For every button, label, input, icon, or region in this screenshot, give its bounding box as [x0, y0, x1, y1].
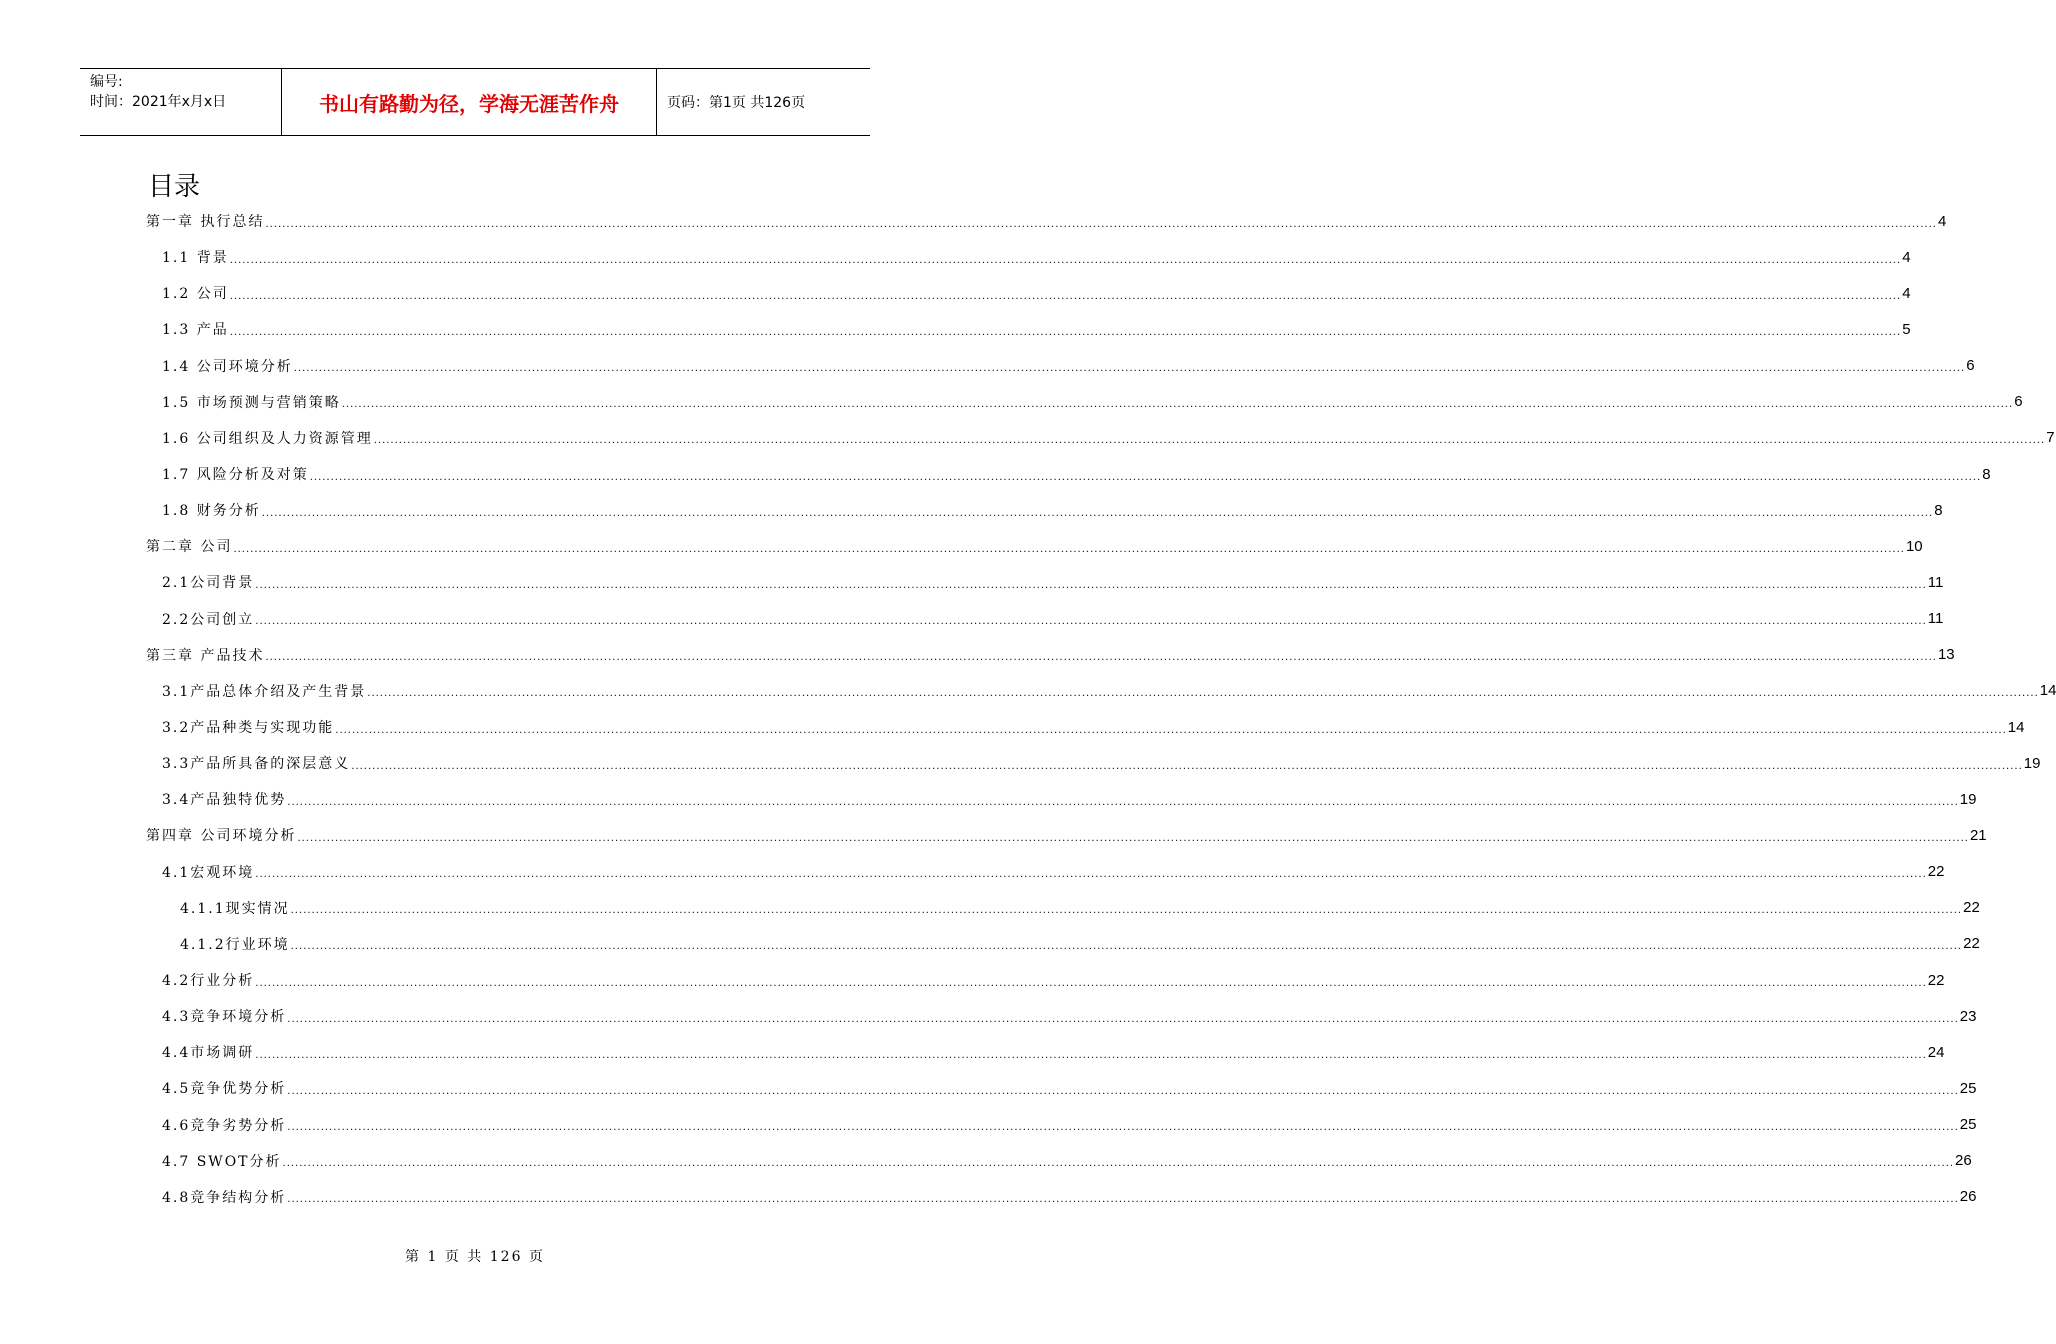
toc-entry-label: 1.3 产品	[162, 322, 229, 339]
toc-entry[interactable]	[146, 926, 1980, 962]
toc-entry-label: 1.5 市场预测与营销策略	[162, 394, 341, 411]
toc-leader-dots: ................................................................................................................................................................................................................................................................................................................................................................................................................	[255, 977, 1927, 989]
toc-leader-dots: ................................................................................................................................................................................................................................................................................................................................................................................................................	[255, 1049, 1927, 1061]
toc-leader-dots: ................................................................................................................................................................................................................................................................................................................................................................................................................	[229, 254, 1902, 266]
toc-entry[interactable]	[146, 275, 1911, 311]
toc-entry[interactable]	[146, 854, 1945, 890]
toc-entry-label: 4.6竞争劣势分析	[162, 1117, 287, 1134]
toc-leader-dots: ................................................................................................................................................................................................................................................................................................................................................................................................................	[255, 579, 1927, 591]
toc-entry-page: 10	[1905, 537, 1923, 555]
toc-leader-dots: ................................................................................................................................................................................................................................................................................................................................................................................................................	[265, 218, 1937, 230]
toc-entry-page: 22	[1927, 971, 1945, 989]
toc-entry[interactable]	[146, 890, 1980, 926]
toc-leader-dots: ................................................................................................................................................................................................................................................................................................................................................................................................................	[261, 507, 1934, 519]
toc-entry[interactable]	[146, 420, 2055, 456]
toc-entry[interactable]	[146, 601, 1944, 637]
document-time-label: 时间：2021年x月x日	[90, 94, 227, 110]
toc-entry-page: 6	[2014, 393, 2023, 411]
toc-entry[interactable]	[146, 673, 2056, 709]
toc-entry[interactable]	[146, 1107, 1977, 1143]
toc-leader-dots: ................................................................................................................................................................................................................................................................................................................................................................................................................	[335, 724, 2007, 736]
toc-entry-page: 26	[1955, 1152, 1972, 1170]
toc-entry-page: 4	[1937, 212, 1947, 230]
toc-entry[interactable]	[146, 528, 1923, 564]
toc-entry-label: 4.5竞争优势分析	[162, 1081, 287, 1098]
toc-leader-dots: ................................................................................................................................................................................................................................................................................................................................................................................................................	[341, 399, 2014, 411]
toc-leader-dots: ................................................................................................................................................................................................................................................................................................................................................................................................................	[255, 869, 1927, 881]
toc-entry-label: 1.1 背景	[162, 250, 229, 267]
page-footer: 第 1 页 共 126 页	[405, 1249, 545, 1265]
toc-entry-label: 1.8 财务分析	[162, 503, 261, 520]
toc-entry-page: 8	[1934, 501, 1943, 519]
toc-entry[interactable]	[146, 745, 2041, 781]
toc-entry[interactable]	[146, 492, 1943, 528]
toc-entry-label: 4.1.2行业环境	[180, 936, 290, 953]
page-header	[80, 68, 870, 136]
toc-leader-dots: ................................................................................................................................................................................................................................................................................................................................................................................................................	[287, 796, 1959, 808]
toc-entry[interactable]	[146, 998, 1977, 1034]
toc-entry-page: 23	[1959, 1007, 1977, 1025]
toc-entry-page: 5	[1902, 320, 1911, 338]
toc-entry-page: 8	[1982, 465, 1991, 483]
table-of-contents	[146, 203, 2056, 1215]
toc-leader-dots: ................................................................................................................................................................................................................................................................................................................................................................................................................	[265, 652, 1937, 664]
toc-entry-label: 4.1宏观环境	[162, 864, 255, 881]
toc-leader-dots: ................................................................................................................................................................................................................................................................................................................................................................................................................	[229, 290, 1902, 302]
toc-leader-dots: ................................................................................................................................................................................................................................................................................................................................................................................................................	[290, 941, 1963, 953]
toc-entry[interactable]	[146, 564, 1944, 600]
toc-entry-label: 第一章 执行总结	[146, 214, 265, 231]
toc-entry-label: 4.4市场调研	[162, 1045, 255, 1062]
toc-entry-label: 第四章 公司环境分析	[146, 828, 297, 845]
toc-leader-dots: ................................................................................................................................................................................................................................................................................................................................................................................................................	[309, 471, 1982, 483]
toc-leader-dots: ................................................................................................................................................................................................................................................................................................................................................................................................................	[290, 905, 1963, 917]
toc-entry-page: 4	[1902, 284, 1911, 302]
toc-entry-page: 25	[1959, 1079, 1977, 1097]
toc-leader-dots: ................................................................................................................................................................................................................................................................................................................................................................................................................	[351, 760, 2023, 772]
toc-entry-page: 19	[2023, 754, 2041, 772]
toc-entry-label: 3.3产品所具备的深层意义	[162, 756, 351, 773]
toc-entry-label: 2.1公司背景	[162, 575, 255, 592]
toc-entry[interactable]	[146, 1143, 1972, 1179]
toc-entry-page: 19	[1959, 790, 1977, 808]
toc-leader-dots: ................................................................................................................................................................................................................................................................................................................................................................................................................	[287, 1013, 1959, 1025]
toc-entry[interactable]	[146, 239, 1911, 275]
toc-entry-label: 1.6 公司组织及人力资源管理	[162, 430, 373, 447]
toc-entry-page: 13	[1937, 646, 1955, 664]
toc-entry-page: 7	[2046, 429, 2055, 447]
toc-entry-page: 22	[1963, 935, 1980, 953]
toc-entry[interactable]	[146, 1070, 1977, 1106]
toc-entry-page: 22	[1963, 899, 1980, 917]
toc-entry[interactable]	[146, 962, 1945, 998]
toc-entry[interactable]	[146, 817, 1987, 853]
toc-entry-label: 1.2 公司	[162, 286, 229, 303]
toc-entry[interactable]	[146, 456, 1991, 492]
toc-entry-label: 4.3竞争环境分析	[162, 1009, 287, 1026]
toc-leader-dots: ................................................................................................................................................................................................................................................................................................................................................................................................................	[233, 543, 1905, 555]
toc-leader-dots: ................................................................................................................................................................................................................................................................................................................................................................................................................	[287, 1194, 1959, 1206]
toc-entry-label: 3.4产品独特优势	[162, 792, 287, 809]
toc-entry[interactable]	[146, 348, 1975, 384]
document-number-label: 编号:	[90, 74, 123, 90]
toc-entry-page: 14	[2007, 718, 2025, 736]
toc-entry-label: 第三章 产品技术	[146, 647, 265, 664]
toc-entry-page: 4	[1902, 248, 1911, 266]
toc-entry-page: 6	[1966, 357, 1975, 375]
toc-entry-label: 4.7 SWOT分析	[162, 1153, 282, 1170]
toc-entry[interactable]	[146, 1034, 1945, 1070]
toc-leader-dots: ................................................................................................................................................................................................................................................................................................................................................................................................................	[287, 1085, 1959, 1097]
toc-leader-dots: ................................................................................................................................................................................................................................................................................................................................................................................................................	[255, 616, 1927, 628]
toc-entry-label: 第二章 公司	[146, 539, 233, 556]
toc-entry-page: 14	[2039, 682, 2056, 700]
toc-entry[interactable]	[146, 311, 1911, 347]
toc-entry-label: 1.7 风险分析及对策	[162, 467, 309, 484]
toc-leader-dots: ................................................................................................................................................................................................................................................................................................................................................................................................................	[287, 1122, 1959, 1134]
toc-entry-label: 2.2公司创立	[162, 611, 255, 628]
toc-leader-dots: ................................................................................................................................................................................................................................................................................................................................................................................................................	[367, 688, 2039, 700]
header-meta	[80, 69, 282, 135]
header-motto: 书山有路勤为径，学海无涯苦作舟	[282, 69, 657, 135]
toc-entry-label: 4.1.1现实情况	[180, 900, 290, 917]
toc-entry-page: 22	[1927, 863, 1945, 881]
toc-title: 目录	[148, 172, 201, 202]
toc-entry-label: 3.1产品总体介绍及产生背景	[162, 683, 367, 700]
toc-entry-label: 3.2产品种类与实现功能	[162, 720, 335, 737]
toc-entry-page: 11	[1927, 573, 1944, 591]
toc-entry-label: 1.4 公司环境分析	[162, 358, 293, 375]
toc-leader-dots: ................................................................................................................................................................................................................................................................................................................................................................................................................	[229, 326, 1902, 338]
toc-entry-label: 4.2行业分析	[162, 973, 255, 990]
toc-entry-page: 25	[1959, 1116, 1977, 1134]
toc-entry[interactable]	[146, 709, 2025, 745]
header-page-info: 页码：第1页 共126页	[667, 95, 806, 111]
toc-entry[interactable]	[146, 781, 1977, 817]
toc-entry[interactable]	[146, 637, 1955, 673]
toc-entry-page: 24	[1927, 1043, 1945, 1061]
toc-leader-dots: ................................................................................................................................................................................................................................................................................................................................................................................................................	[297, 832, 1969, 844]
toc-entry-label: 4.8竞争结构分析	[162, 1189, 287, 1206]
toc-leader-dots: ................................................................................................................................................................................................................................................................................................................................................................................................................	[293, 363, 1966, 375]
toc-leader-dots: ................................................................................................................................................................................................................................................................................................................................................................................................................	[373, 435, 2046, 447]
toc-entry-page: 26	[1959, 1188, 1977, 1206]
toc-entry[interactable]	[146, 203, 1947, 239]
toc-entry-page: 11	[1927, 610, 1944, 628]
toc-entry[interactable]	[146, 1179, 1977, 1215]
toc-leader-dots: ................................................................................................................................................................................................................................................................................................................................................................................................................	[282, 1158, 1954, 1170]
toc-entry-page: 21	[1969, 826, 1987, 844]
toc-entry[interactable]	[146, 384, 2023, 420]
